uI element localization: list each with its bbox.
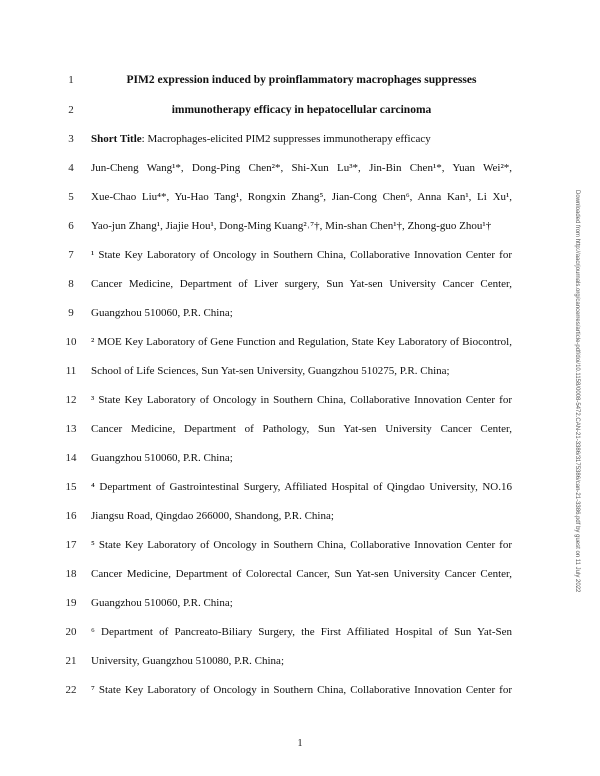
page-number: 1 — [297, 738, 303, 749]
title-line-1: PIM2 expression induced by proinflammatory macrophages suppresses — [126, 74, 477, 86]
line-number: 17 — [65, 539, 77, 551]
line-9 — [60, 306, 600, 320]
line-2 — [60, 103, 600, 117]
affiliation-text: ² MOE Key Laboratory of Gene Function and Regulation, State Key Laboratory of Biocontrol, — [91, 336, 512, 348]
line-number: 8 — [68, 278, 74, 290]
affiliation-text: Cancer Medicine, Department of Pathology, Sun Yat-sen University Cancer Center, — [91, 423, 512, 435]
line-number: 19 — [65, 597, 77, 609]
line-10 — [60, 335, 600, 349]
affiliation-text: University, Guangzhou 510080, P.R. China; — [91, 655, 284, 667]
affiliation-text: Guangzhou 510060, P.R. China; — [91, 452, 233, 464]
line-20 — [60, 625, 600, 639]
line-number: 2 — [68, 104, 74, 116]
line-11 — [60, 364, 600, 378]
line-16 — [60, 509, 600, 523]
line-19 — [60, 596, 600, 610]
line-number: 20 — [65, 626, 77, 638]
affiliation-text: Guangzhou 510060, P.R. China; — [91, 597, 233, 609]
affiliation-text: ⁴ Department of Gastrointestinal Surgery, Affiliated Hospital of Qingdao University, NO.16 — [91, 481, 512, 493]
line-number: 3 — [68, 133, 74, 145]
short-title-text: : Macrophages-elicited PIM2 suppresses immunotherapy efficacy — [141, 133, 431, 145]
line-3 — [60, 132, 600, 146]
authors-line-3: Yao-jun Zhang¹, Jiajie Hou¹, Dong-Ming Kuang²˒⁷†, Min-shan Chen¹†, Zhong-guo Zhou¹† — [91, 220, 492, 232]
affiliation-text: ⁶ Department of Pancreato-Biliary Surgery, the First Affiliated Hospital of Sun Yat-Sen — [91, 626, 512, 638]
line-5 — [60, 190, 600, 204]
line-number: 22 — [65, 684, 77, 696]
line-number: 18 — [65, 568, 77, 580]
line-number: 1 — [68, 74, 74, 86]
affiliation-text: School of Life Sciences, Sun Yat-sen University, Guangzhou 510275, P.R. China; — [91, 365, 450, 377]
line-22 — [60, 683, 600, 697]
line-number: 13 — [65, 423, 77, 435]
affiliation-text: ³ State Key Laboratory of Oncology in Southern China, Collaborative Innovation Center for — [91, 394, 512, 406]
affiliation-text: Jiangsu Road, Qingdao 266000, Shandong, P.R. China; — [91, 510, 334, 522]
download-note-text: Downloaded from http://aacrjournals.org/cancerres/article-pdf/doi/10.1158/0008-5472.CAN-21-3386/3175386/can-21-3386.pdf by guest on 11 July 2022 — [574, 190, 580, 593]
line-number: 12 — [65, 394, 77, 406]
line-number: 21 — [65, 655, 77, 667]
line-1 — [60, 73, 600, 87]
download-note — [572, 190, 582, 593]
affiliation-text: ⁵ State Key Laboratory of Oncology in Southern China, Collaborative Innovation Center for — [91, 539, 512, 551]
short-title-label: Short Title — [91, 133, 142, 145]
line-number: 7 — [68, 249, 74, 261]
line-number: 14 — [65, 452, 77, 464]
line-number: 16 — [65, 510, 77, 522]
line-number: 10 — [65, 336, 77, 348]
line-number: 4 — [68, 162, 74, 174]
affiliation-text: Cancer Medicine, Department of Colorectal Cancer, Sun Yat-sen University Cancer Center, — [91, 568, 512, 580]
line-4 — [60, 161, 600, 175]
line-7 — [60, 248, 600, 262]
affiliation-text: Cancer Medicine, Department of Liver surgery, Sun Yat-sen University Cancer Center, — [91, 278, 512, 290]
line-12 — [60, 393, 600, 407]
line-number: 5 — [68, 191, 74, 203]
line-number: 9 — [68, 307, 74, 319]
short-title — [91, 132, 512, 146]
affiliation-text: ¹ State Key Laboratory of Oncology in Southern China, Collaborative Innovation Center for — [91, 249, 512, 261]
line-21 — [60, 654, 600, 668]
line-number: 15 — [65, 481, 77, 493]
line-18 — [60, 567, 600, 581]
authors-line-1: Jun-Cheng Wang¹*, Dong-Ping Chen²*, Shi-Xun Lu³*, Jin-Bin Chen¹*, Yuan Wei²*, — [91, 162, 512, 174]
title-line-2: immunotherapy efficacy in hepatocellular carcinoma — [171, 104, 432, 116]
line-13 — [60, 422, 600, 436]
line-15 — [60, 480, 600, 494]
line-17 — [60, 538, 600, 552]
line-8 — [60, 277, 600, 291]
authors-line-2: Xue-Chao Liu⁴*, Yu-Hao Tang¹, Rongxin Zhang⁵, Jian-Cong Chen⁶, Anna Kan¹, Li Xu¹, — [91, 191, 512, 203]
line-number: 11 — [65, 365, 77, 377]
affiliation-text: Guangzhou 510060, P.R. China; — [91, 307, 233, 319]
line-number: 6 — [68, 220, 74, 232]
affiliation-text: ⁷ State Key Laboratory of Oncology in Southern China, Collaborative Innovation Center for — [91, 684, 512, 696]
line-6 — [60, 219, 600, 233]
line-14 — [60, 451, 600, 465]
